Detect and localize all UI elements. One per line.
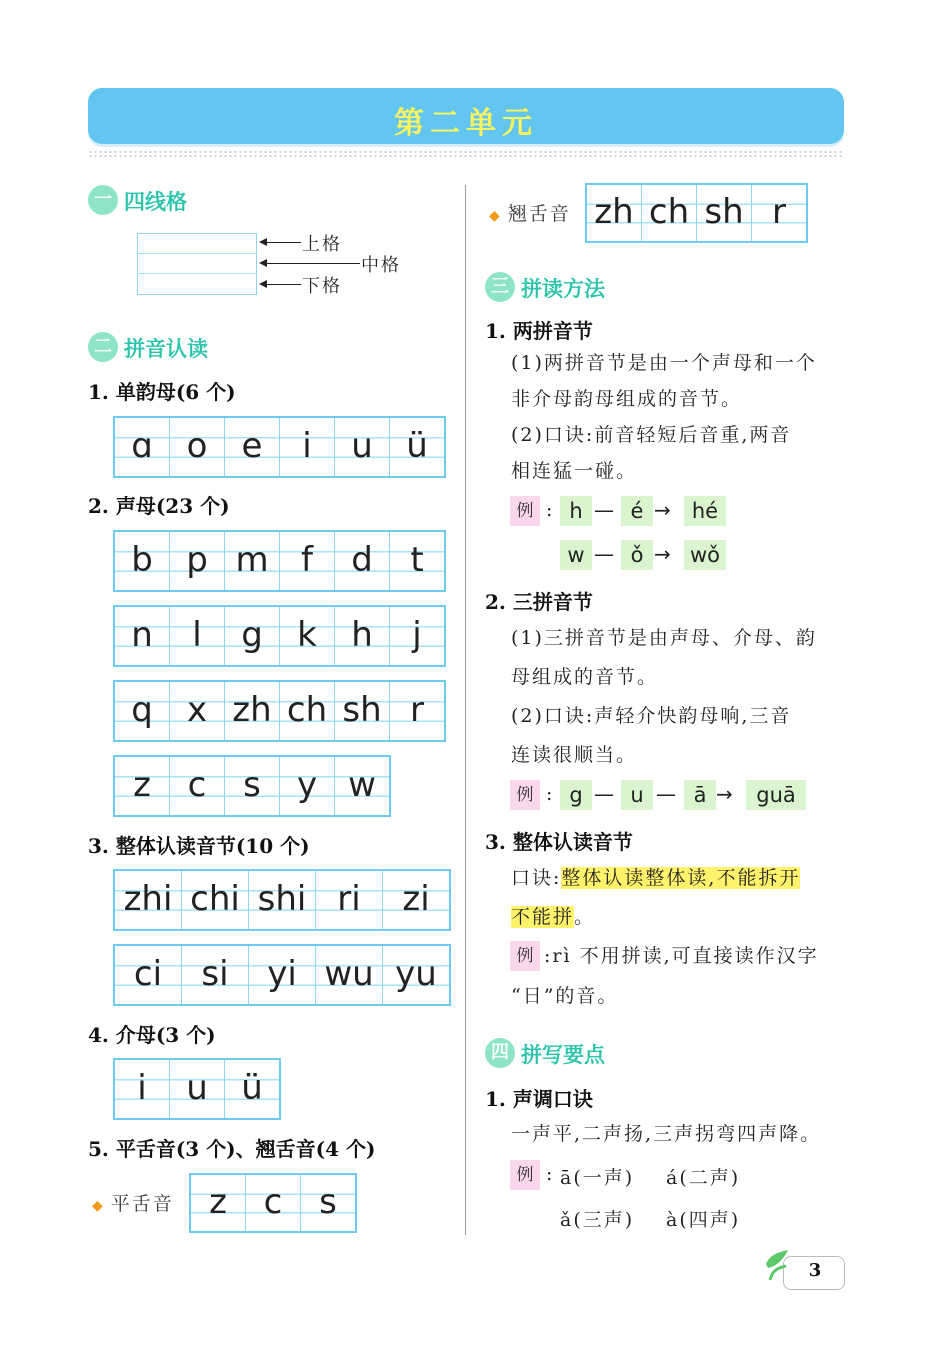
pinyin-cell: zhi xyxy=(115,871,182,929)
section-badge-3: 三 xyxy=(485,272,515,302)
pinyin-cell: p xyxy=(170,532,225,590)
pinyin-cell: g xyxy=(225,607,280,665)
pinyin-cell: i xyxy=(115,1060,170,1118)
paragraph-line: “日”的音。 xyxy=(511,985,619,1007)
arrow-right-icon: → xyxy=(654,542,671,566)
paragraph-line: 非介母韵母组成的音节。 xyxy=(511,388,743,410)
pinyin-cell: si xyxy=(182,946,249,1004)
pinyin-cell: ci xyxy=(115,946,182,1004)
pinyin-cell: shi xyxy=(249,871,316,929)
arrow-line xyxy=(265,263,360,264)
grid-shengmu-row-1 xyxy=(113,530,446,592)
pinyin-cell: q xyxy=(115,682,170,740)
dash: — xyxy=(656,782,676,806)
qiaoshe-bullet xyxy=(489,199,571,226)
pinyin-cell: d xyxy=(335,532,390,590)
pinyin-cell: z xyxy=(115,757,170,815)
pinyin-cell: ɑ xyxy=(115,418,170,476)
section-badge-4: 四 xyxy=(485,1038,515,1068)
pinyin-cell: wu xyxy=(316,946,383,1004)
pinyin-cell: s xyxy=(319,1182,337,1222)
example-initial: w xyxy=(560,540,592,570)
grid-danyunmu xyxy=(113,416,446,478)
page-number: 3 xyxy=(808,1260,822,1281)
section-title-spelling-points: 拼写要点 xyxy=(521,1043,605,1067)
example-result: hé xyxy=(684,496,726,526)
pinyin-cell: o xyxy=(170,418,225,476)
pingshe-label: 平舌音 xyxy=(110,1193,174,1215)
column-divider xyxy=(465,185,466,1235)
tone-second: á(二声) xyxy=(666,1167,741,1189)
tone-first: ā(一声) xyxy=(560,1167,635,1189)
heading-two-part-syllable: 1. 两拼音节 xyxy=(485,319,593,343)
pinyin-cell: u xyxy=(170,1060,225,1118)
pinyin-cell: m xyxy=(225,532,280,590)
section-title-pinyin-reading: 拼音认读 xyxy=(124,337,208,361)
unit-banner xyxy=(88,88,844,144)
paragraph-line: (1)三拼音节是由声母、介母、韵 xyxy=(511,627,817,649)
paragraph-line: (1)两拼音节是由一个声母和一个 xyxy=(511,352,817,374)
paragraph-line xyxy=(511,860,800,896)
paragraph-line: (2)口诀:声轻介快韵母响,三音 xyxy=(511,705,792,727)
example-medial: u xyxy=(621,780,653,810)
pinyin-cell: x xyxy=(170,682,225,740)
label-bottom-grid: 下格 xyxy=(302,276,342,297)
period: 。 xyxy=(574,906,596,928)
heading-danyunmu: 1. 单韵母(6 个) xyxy=(88,380,236,404)
heading-tone-rhyme: 1. 声调口诀 xyxy=(485,1087,593,1111)
pinyin-cell: h xyxy=(335,607,390,665)
paragraph-line: (2)口诀:前音轻短后音重,两音 xyxy=(511,424,792,446)
arrow-line xyxy=(265,284,301,285)
example-initial: g xyxy=(560,780,592,810)
pinyin-cell: sh xyxy=(335,682,390,740)
example-result: guā xyxy=(746,780,806,810)
pinyin-cell: u xyxy=(335,418,390,476)
pinyin-cell: zi xyxy=(402,879,430,919)
pinyin-cell: ch xyxy=(642,185,697,241)
section-badge-2: 二 xyxy=(88,332,118,362)
pinyin-cell: chi xyxy=(182,871,249,929)
diamond-icon: ◆ xyxy=(489,208,502,224)
four-line-grid-diagram xyxy=(137,233,257,295)
highlighted-rhyme: 整体认读整体读,不能拆开 xyxy=(561,867,801,889)
dash: — xyxy=(594,542,614,566)
paragraph-line xyxy=(511,899,595,935)
example-badge: 例 xyxy=(510,780,540,810)
heading-pingshe-qiaoshe: 5. 平舌音(3 个)、翘舌音(4 个) xyxy=(88,1137,376,1161)
unit-title: 第二单元 xyxy=(394,106,538,141)
tone-fourth: à(四声) xyxy=(666,1209,741,1231)
paragraph-line: 连读很顺当。 xyxy=(511,744,638,766)
pinyin-cell: ch xyxy=(280,682,335,740)
pinyin-cell: e xyxy=(225,418,280,476)
heading-whole-syllable: 3. 整体认读音节 xyxy=(485,830,633,854)
arrow-right-icon: → xyxy=(716,782,733,806)
pingshe-bullet xyxy=(92,1189,174,1216)
dotted-separator xyxy=(88,150,844,158)
pinyin-cell: yu xyxy=(395,954,437,994)
pinyin-cell: s xyxy=(225,757,280,815)
grid-zhengti-row-2 xyxy=(113,944,451,1006)
pinyin-cell: l xyxy=(170,607,225,665)
pinyin-cell: sh xyxy=(697,185,752,241)
pinyin-cell: b xyxy=(115,532,170,590)
pinyin-cell: w xyxy=(348,765,376,805)
pinyin-cell: r xyxy=(410,690,424,730)
pinyin-cell: k xyxy=(280,607,335,665)
pinyin-cell: t xyxy=(410,540,424,580)
pinyin-cell: y xyxy=(280,757,335,815)
tone-third: ǎ(三声) xyxy=(560,1209,635,1231)
pinyin-cell: yi xyxy=(249,946,316,1004)
paragraph-line: 母组成的音节。 xyxy=(511,666,659,688)
pinyin-cell: j xyxy=(412,615,422,655)
example-badge: 例 xyxy=(510,496,540,526)
dash: — xyxy=(594,498,614,522)
grid-shengmu-row-2 xyxy=(113,605,446,667)
example-badge: 例 xyxy=(510,1160,540,1190)
example-final: é xyxy=(621,496,653,526)
example-result: wǒ xyxy=(684,540,726,570)
section-badge-1: 一 xyxy=(88,185,118,215)
dash: — xyxy=(594,782,614,806)
example-final: ā xyxy=(684,780,716,810)
pinyin-cell: n xyxy=(115,607,170,665)
example-initial: h xyxy=(560,496,592,526)
rhyme-prefix: 口诀: xyxy=(511,867,562,889)
label-top-grid: 上格 xyxy=(302,234,342,255)
paragraph-line: :rì 不用拼读,可直接读作汉字 xyxy=(544,945,819,967)
pinyin-cell: f xyxy=(280,532,335,590)
colon: : xyxy=(546,499,553,521)
paragraph-line: 相连猛一碰。 xyxy=(511,460,638,482)
colon: : xyxy=(546,1163,553,1185)
section-title-reading-method: 拼读方法 xyxy=(521,277,605,301)
pinyin-cell: ü xyxy=(241,1068,263,1108)
grid-zhengti-row-1 xyxy=(113,869,451,931)
example-badge: 例 xyxy=(510,941,540,971)
pinyin-cell: c xyxy=(246,1175,301,1231)
arrow-right-icon: → xyxy=(654,498,671,522)
grid-pingshe xyxy=(189,1173,357,1233)
heading-shengmu: 2. 声母(23 个) xyxy=(88,494,230,518)
paragraph-line: 一声平,二声扬,三声拐弯四声降。 xyxy=(511,1123,822,1145)
grid-shengmu-row-4 xyxy=(113,755,391,817)
pinyin-cell: c xyxy=(170,757,225,815)
colon: : xyxy=(546,783,553,805)
diamond-icon: ◆ xyxy=(92,1198,105,1214)
grid-jiemu xyxy=(113,1058,281,1120)
example-final: ǒ xyxy=(621,540,653,570)
heading-zhengti: 3. 整体认读音节(10 个) xyxy=(88,834,310,858)
pinyin-cell: r xyxy=(772,192,786,232)
grid-shengmu-row-3 xyxy=(113,680,446,742)
heading-three-part-syllable: 2. 三拼音节 xyxy=(485,590,593,614)
heading-jiemu: 4. 介母(3 个) xyxy=(88,1023,216,1047)
pinyin-cell: ü xyxy=(406,426,428,466)
section-title-four-line-grid: 四线格 xyxy=(124,190,187,214)
arrow-line xyxy=(265,242,301,243)
qiaoshe-label: 翘舌音 xyxy=(507,203,571,225)
pinyin-cell: zh xyxy=(587,185,642,241)
pinyin-cell: zh xyxy=(225,682,280,740)
grid-qiaoshe xyxy=(585,183,808,243)
leaf-icon xyxy=(762,1246,792,1280)
pinyin-cell: z xyxy=(191,1175,246,1231)
label-middle-grid: 中格 xyxy=(361,255,401,276)
highlighted-rhyme: 不能拼 xyxy=(511,906,575,928)
pinyin-cell: i xyxy=(280,418,335,476)
pinyin-cell: ri xyxy=(316,871,383,929)
